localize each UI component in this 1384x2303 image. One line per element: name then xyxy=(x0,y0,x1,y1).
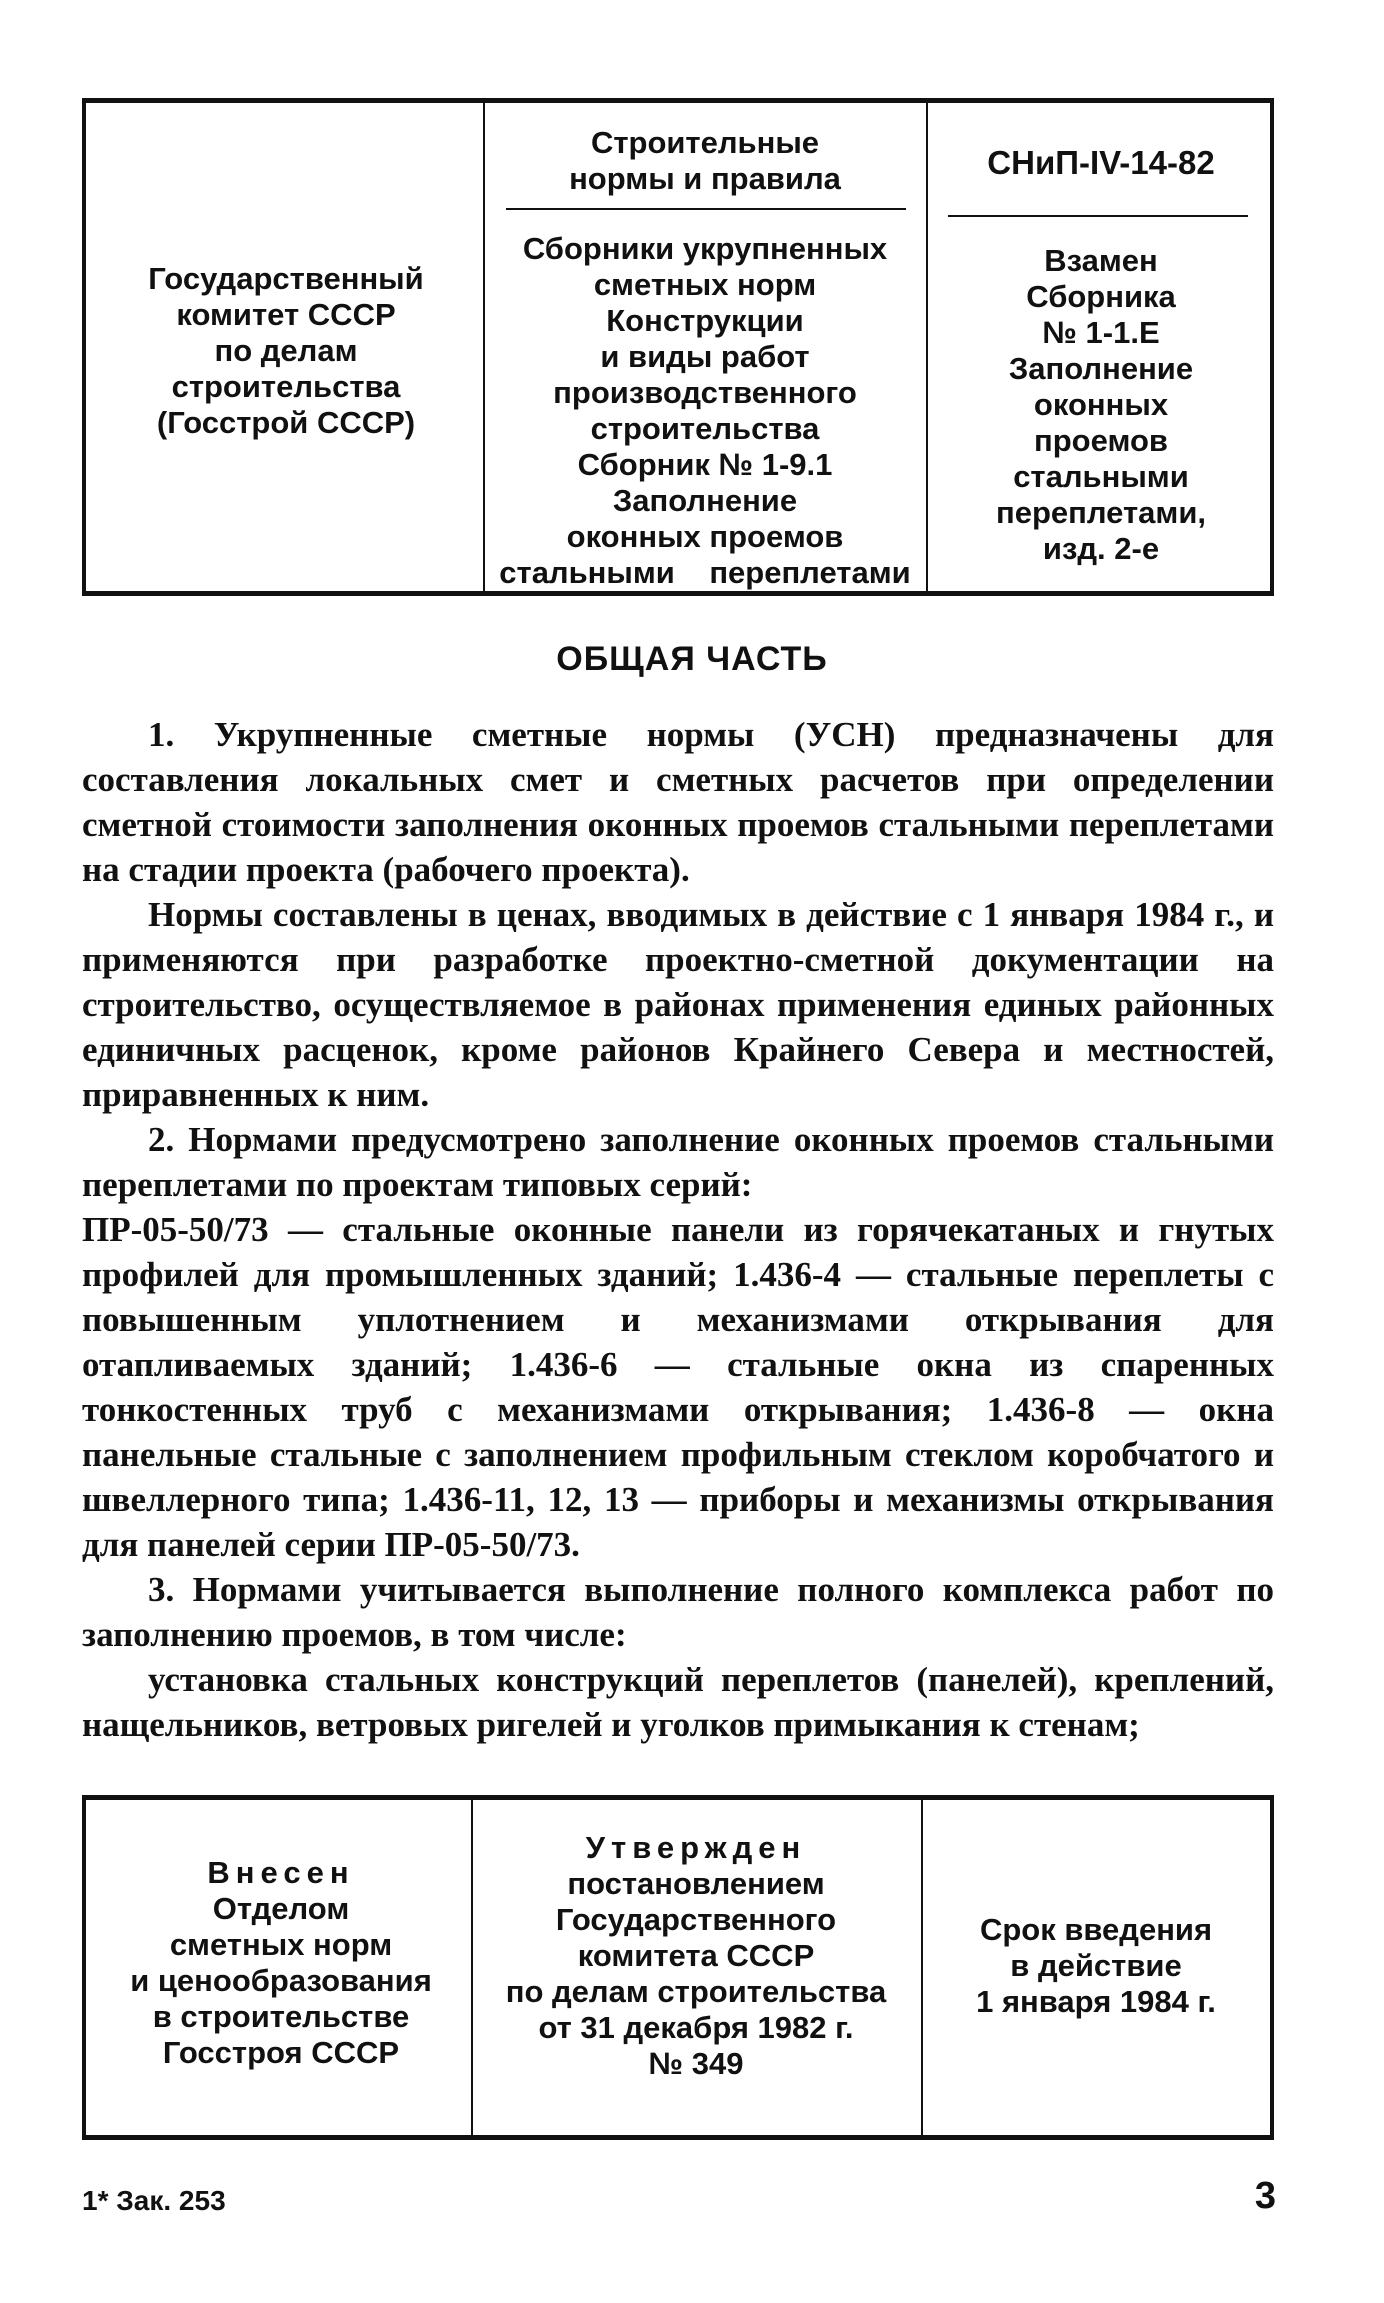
replaces-line: переплетами, xyxy=(995,495,1206,530)
paragraph: 3. Нормами учитывается выполнение полного комплекса работ по заполнению проемов, в том числе: xyxy=(82,1570,1274,1654)
submitted-by-line: Внесен xyxy=(207,1855,355,1890)
doc-type-line: нормы и правила xyxy=(569,161,841,196)
replaces-line: Заполнение xyxy=(1008,351,1194,386)
collection-line: Сборники укрупненных xyxy=(522,231,888,266)
issuer-line: комитет СССР xyxy=(176,297,396,332)
paragraph: ПР-05-50/73 — стальные оконные панели из горячекатаных и гнутых профилей для промышленных зданий; 1.436-4 — стальные переплеты с повышенным уплотнением и механизмами открывания для отапливаемых зданий; 1.436-6 — стальные окна из спаренных тонкостенных труб с механизмами открывания; 1.436-8 — окна панельные стальные с заполнением профильным стеклом коробчатого и швеллерного типа; 1.436-11, 12, 13 — приборы и механизмы открывания для панелей серии ПР-05-50/73. xyxy=(82,1210,1274,1564)
issuer-line: (Госстрой СССР) xyxy=(156,405,416,440)
collection-line: производственного xyxy=(553,375,857,410)
collection-line: Сборник № 1-9.1 xyxy=(577,447,833,482)
effective-date-line: Срок введения xyxy=(979,1912,1213,1947)
approved-by-line: Государственного xyxy=(555,1902,837,1937)
submitted-by-block xyxy=(96,1855,466,2071)
collection-line: стальными переплетами xyxy=(499,555,911,590)
document-code: СНиП-IV-14-82 xyxy=(987,144,1215,181)
paragraph: 2. Нормами предусмотрено заполнение оконных проемов стальными переплетами по проектам типовых серий: xyxy=(82,1120,1274,1204)
collection-line: оконных проемов xyxy=(566,519,844,554)
order-number: 1* Зак. 253 xyxy=(82,2185,226,2216)
approved-by-block xyxy=(476,1830,916,2082)
approved-by-line: Утвержден xyxy=(585,1830,807,1865)
replaces-line: изд. 2-е xyxy=(1042,531,1160,566)
replaces-line: № 1-1.Е xyxy=(1042,315,1160,350)
approved-by-line: постановлением xyxy=(567,1866,825,1901)
section-title: ОБЩАЯ ЧАСТЬ xyxy=(556,640,828,678)
replaces-line: проемов xyxy=(1034,423,1168,458)
approval-divider xyxy=(471,1800,473,2135)
replaces-line: стальными xyxy=(1013,459,1189,494)
paragraph: установка стальных конструкций переплетов (панелей), креплений, нащельников, ветровых ригелей и уголков примыкания к стенам; xyxy=(82,1660,1274,1744)
replaces-line: оконных xyxy=(1033,387,1169,422)
header-divider xyxy=(483,103,485,591)
collection-line: Заполнение xyxy=(612,483,798,518)
submitted-by-line: в строительстве xyxy=(152,1999,410,2034)
doc-type-block xyxy=(488,125,922,197)
issuer-line: строительства xyxy=(171,369,401,404)
header-divider xyxy=(926,103,928,591)
replaces-line: Сборника xyxy=(1026,279,1176,314)
collection-line: Конструкции xyxy=(606,303,804,338)
collection-line: строительства xyxy=(590,411,820,446)
effective-date-line: 1 января 1984 г. xyxy=(976,1984,1216,2019)
approved-by-line: комитета СССР xyxy=(577,1938,815,1973)
collection-line: сметных норм xyxy=(593,267,817,302)
submitted-by-line: Госстроя СССР xyxy=(162,2035,400,2070)
header-table xyxy=(82,98,1274,596)
submitted-by-line: и ценообразования xyxy=(130,1963,432,1998)
effective-date-line: в действие xyxy=(1010,1948,1182,1983)
submitted-by-line: Отделом xyxy=(212,1891,350,1926)
collection-line: и виды работ xyxy=(600,339,810,374)
replaces-block xyxy=(931,243,1271,567)
header-rule xyxy=(948,215,1248,217)
effective-date-block xyxy=(926,1912,1266,2020)
body-text xyxy=(82,712,1274,1747)
approved-by-line: от 31 декабря 1982 г. xyxy=(538,2010,854,2045)
doc-type-line: Строительные xyxy=(590,125,820,160)
approval-table xyxy=(82,1795,1274,2140)
collection-title-block xyxy=(488,231,922,591)
approval-divider xyxy=(921,1800,923,2135)
approved-by-line: по делам строительства xyxy=(505,1974,887,2009)
issuer-block xyxy=(106,261,466,441)
paragraph: 1. Укрупненные сметные нормы (УСН) предназначены для составления локальных смет и сметных расчетов при определении сметной стоимости заполнения оконных проемов стальными переплетами на стадии проекта (рабочего проекта). xyxy=(82,715,1274,889)
approved-by-line: № 349 xyxy=(648,2046,744,2081)
replaces-line: Взамен xyxy=(1044,243,1158,278)
page-number: 3 xyxy=(1254,2175,1276,2217)
issuer-line: Государственный xyxy=(148,261,424,296)
issuer-line: по делам xyxy=(214,333,358,368)
submitted-by-line: сметных норм xyxy=(169,1927,393,1962)
header-rule xyxy=(506,208,906,210)
paragraph: Нормы составлены в ценах, вводимых в действие с 1 января 1984 г., и применяются при разработке проектно-сметной документации на строительство, осуществляемое в районах применения единых районных единичных расценок, кроме районов Крайнего Севера и местностей, приравненных к ним. xyxy=(82,895,1274,1114)
